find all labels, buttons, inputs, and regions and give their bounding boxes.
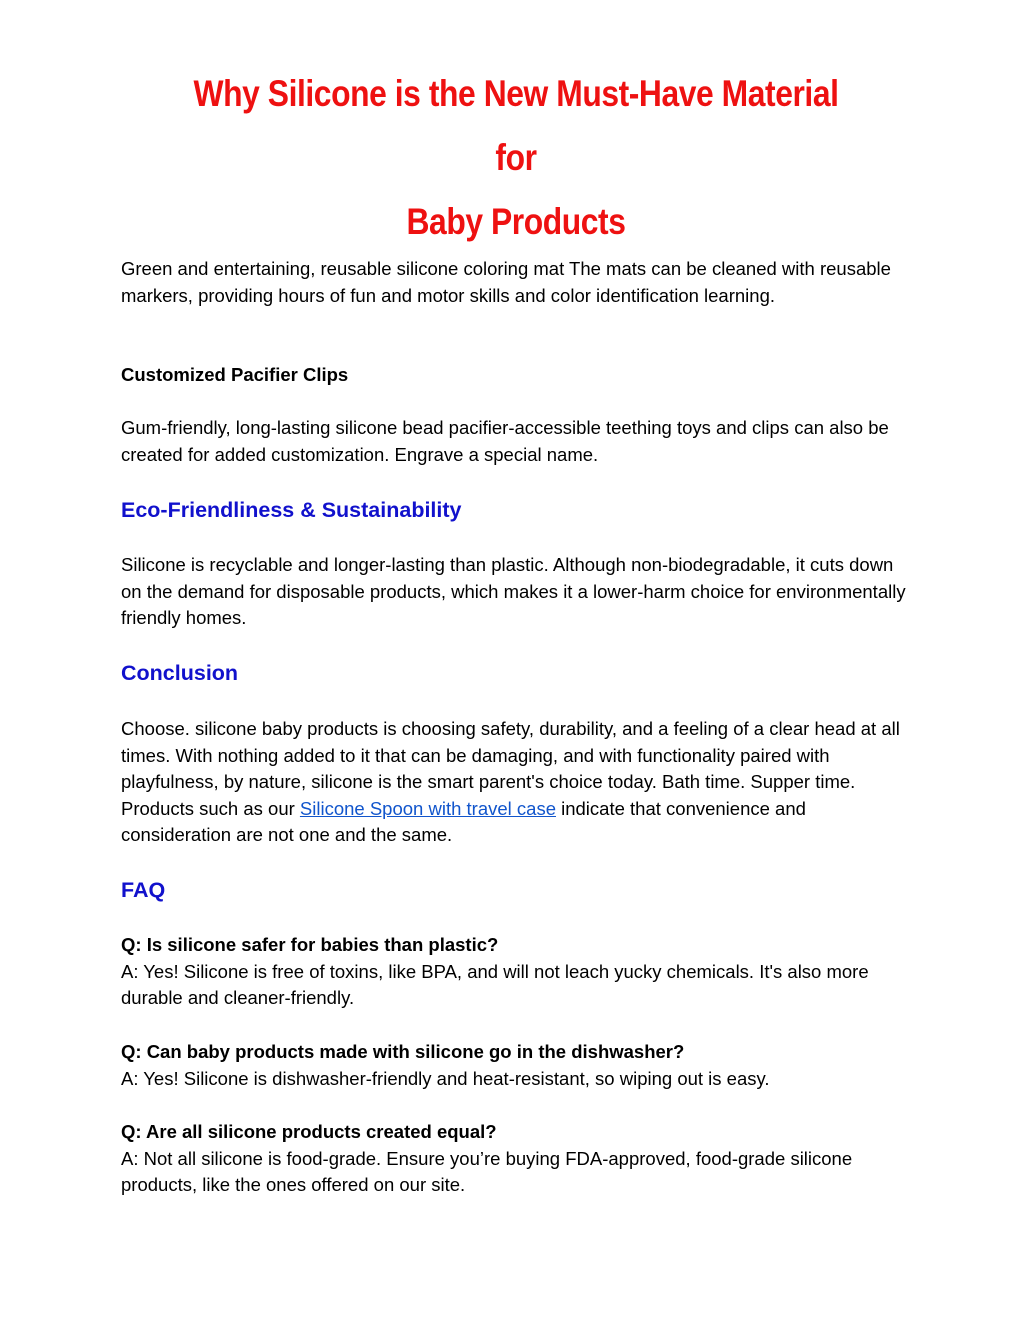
faq-answer: A: Yes! Silicone is dishwasher-friendly and heat-resistant, so wiping out is easy. [121, 1067, 770, 1089]
title-line-1: Why Silicone is the New Must-Have Material for [193, 73, 839, 178]
faq-item [121, 1039, 911, 1092]
conclusion-text-before: Choose. silicone baby products is choosing safety, durability, and a feeling of a clear head at all times. With nothing added to it that can be damaging, and with functionality paired with playfulness, by nature, silicone is the smart parent's choice today. Bath time. Supper time. Products such as our [121, 718, 900, 819]
silicone-spoon-link[interactable]: Silicone Spoon with travel case [299, 797, 556, 819]
pacifier-paragraph: Gum-friendly, long-lasting silicone bead pacifier-accessible teething toys and clips can also be created for added customization. Engrave a special name. [121, 417, 889, 465]
conclusion-paragraph [121, 716, 911, 849]
intro-paragraph: Green and entertaining, reusable silicone coloring mat The mats can be cleaned with reusable markers, providing hours of fun and motor skills and color identification learning. [121, 258, 891, 306]
faq-item [121, 1119, 911, 1199]
faq-answer: A: Not all silicone is food-grade. Ensure you’re buying FDA-approved, food-grade silicone products, like the ones offered on our site. [121, 1147, 853, 1196]
faq-heading: FAQ [121, 878, 166, 902]
conclusion-text-after: indicate that convenience and consideration are not one and the same. [121, 797, 806, 846]
faq-item [121, 932, 911, 1012]
faq-question: Q: Is silicone safer for babies than plastic? [121, 934, 499, 955]
eco-paragraph: Silicone is recyclable and longer-lasting than plastic. Although non-biodegradable, it cuts down on the demand for disposable products, which makes it a lower-harm choice for environmentally friendly homes. [121, 554, 906, 629]
title-line-2: Baby Products [406, 201, 626, 242]
faq-question: Q: Can baby products made with silicone go in the dishwasher? [121, 1041, 685, 1062]
eco-heading: Eco-Friendliness & Sustainability [121, 498, 462, 522]
page-title [176, 62, 855, 254]
pacifier-heading: Customized Pacifier Clips [121, 364, 349, 385]
faq-question: Q: Are all silicone products created equal? [121, 1121, 497, 1142]
conclusion-heading: Conclusion [121, 661, 239, 685]
faq-answer: A: Yes! Silicone is free of toxins, like BPA, and will not leach yucky chemicals. It's also more durable and cleaner-friendly. [121, 960, 869, 1009]
